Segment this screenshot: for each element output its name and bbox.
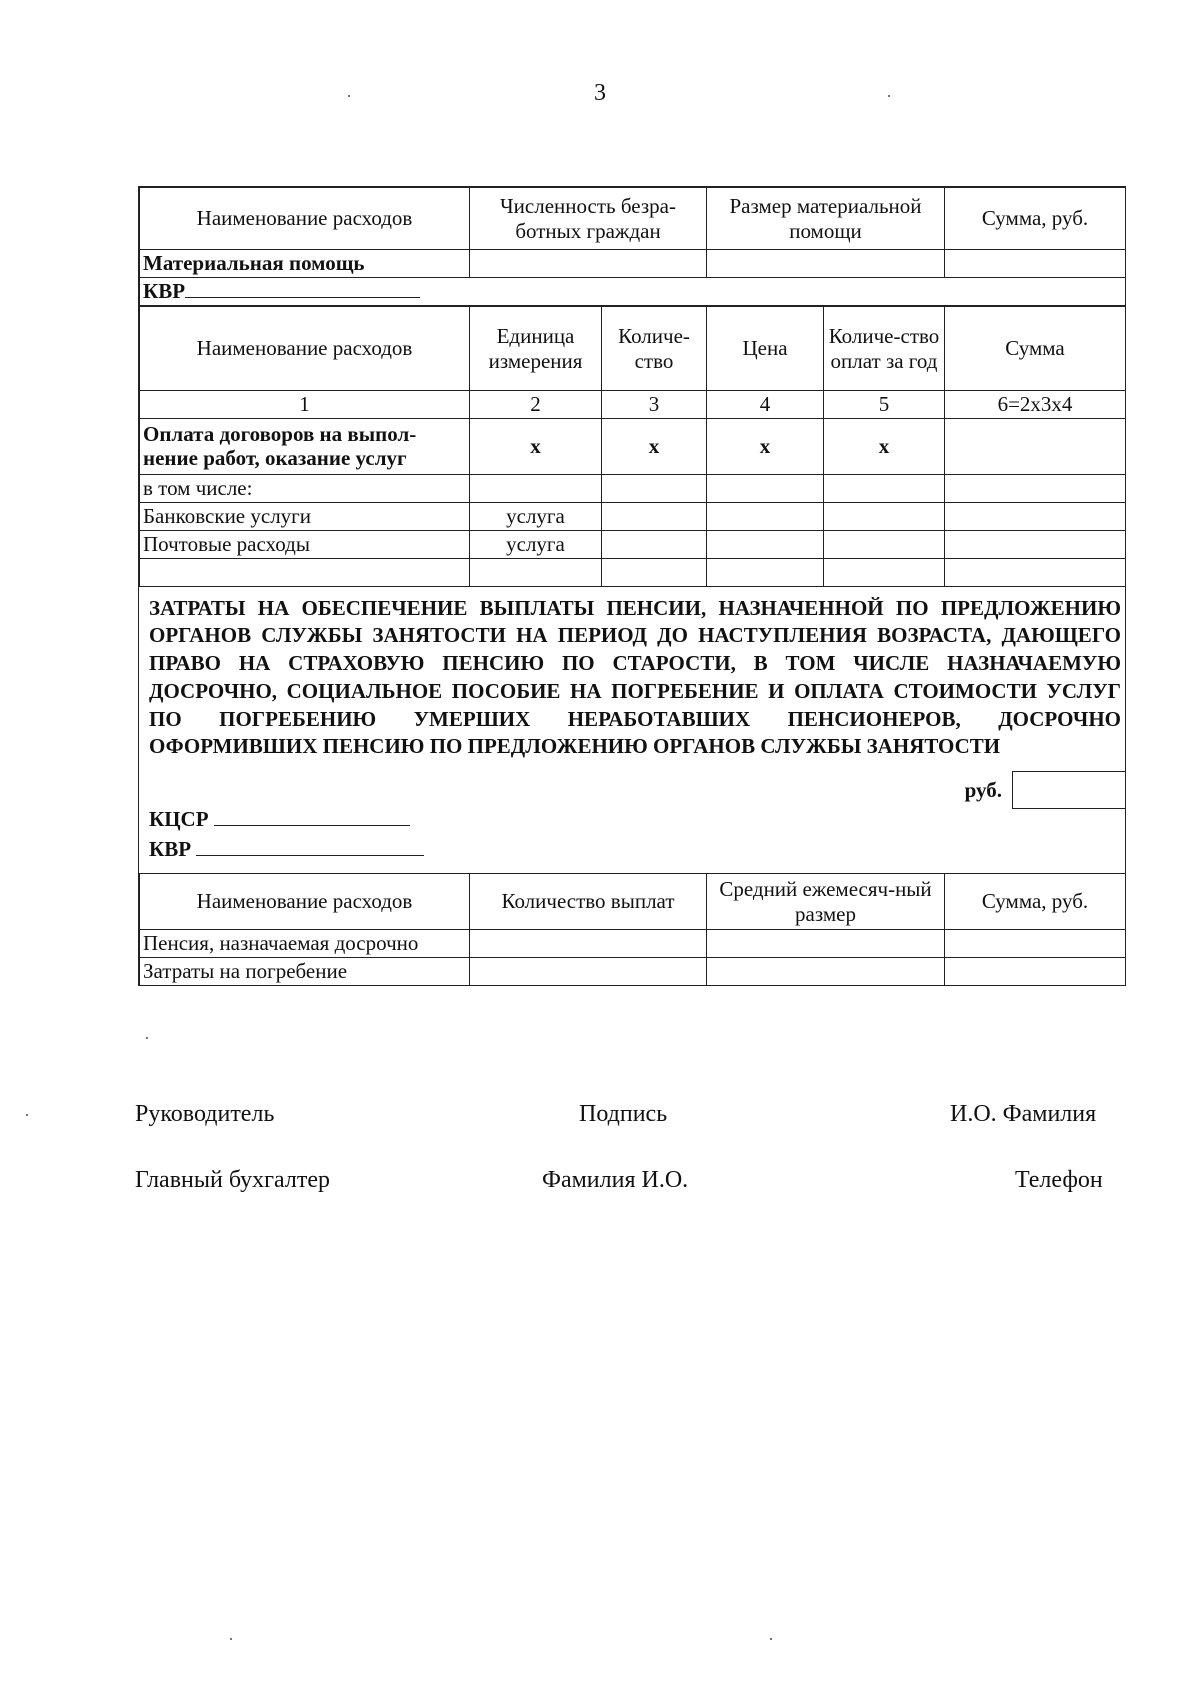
table-row: [140, 530, 1126, 558]
header-expense-name: Наименование расходов: [140, 874, 470, 930]
codes-block: [139, 765, 1125, 873]
cell-empty: [470, 958, 707, 986]
header-sum: Сумма, руб.: [945, 874, 1126, 930]
column-number: 6=2х3х4: [945, 391, 1126, 419]
cell-empty: [945, 418, 1126, 474]
header-payments-per-year: Количе-ство оплат за год: [824, 307, 945, 391]
row-material-help: Материальная помощь: [140, 250, 470, 278]
row-unit: услуга: [470, 502, 602, 530]
column-number: 5: [824, 391, 945, 419]
page-number: 3: [594, 80, 606, 106]
row-unit: услуга: [470, 530, 602, 558]
kcsr-label: КЦСР: [149, 807, 209, 832]
rub-field: [965, 771, 1125, 809]
accountant-name: Фамилия И.О.: [542, 1167, 689, 1193]
table-row: [140, 558, 1126, 586]
material-help-table: [139, 187, 1126, 306]
column-number: 1: [140, 391, 470, 419]
column-number: 3: [602, 391, 707, 419]
x-mark: х: [707, 418, 824, 474]
cell-empty: [945, 558, 1126, 586]
contracts-table: [139, 306, 1126, 587]
row-contracts: Оплата договоров на выпол-нение работ, оказание услуг: [140, 418, 470, 474]
cell-empty: [945, 474, 1126, 502]
table-row: [140, 502, 1126, 530]
cell-empty: [707, 558, 824, 586]
scan-speck: [230, 1638, 232, 1640]
cell-empty: [707, 958, 945, 986]
row-early-pension: Пенсия, назначаемая досрочно: [140, 930, 470, 958]
header-payments-count: Количество выплат: [470, 874, 707, 930]
cell-empty: [470, 474, 602, 502]
header-average-monthly: Средний ежемесяч-ный размер: [707, 874, 945, 930]
pension-table: [139, 873, 1126, 986]
cell-empty: [707, 502, 824, 530]
report-form: [138, 186, 1126, 986]
column-number: 2: [470, 391, 602, 419]
header-help-size: Размер материальной помощи: [707, 188, 945, 250]
cell-empty: [707, 930, 945, 958]
kcsr-line: [149, 807, 410, 832]
scan-speck: [348, 95, 350, 97]
cell-empty: [824, 530, 945, 558]
header-unit: Единица измерения: [470, 307, 602, 391]
chief-accountant-label: Главный бухгалтер: [135, 1167, 330, 1193]
scan-speck: [770, 1638, 772, 1640]
kvr-label: КВР: [143, 279, 186, 304]
x-mark: х: [470, 418, 602, 474]
rub-input-box[interactable]: [1012, 771, 1125, 809]
header-price: Цена: [707, 307, 824, 391]
rub-label: руб.: [964, 777, 1002, 802]
table-row: [140, 930, 1126, 958]
header-unemployed-count: Численность безра-ботных граждан: [470, 188, 707, 250]
cell-empty: [707, 530, 824, 558]
signature-label: Подпись: [579, 1101, 668, 1127]
cell-empty: [707, 250, 945, 278]
cell-empty: [707, 474, 824, 502]
row-including: в том числе:: [140, 474, 470, 502]
cell-empty: [945, 250, 1126, 278]
row-postal-expenses: Почтовые расходы: [140, 530, 470, 558]
cell-empty: [470, 930, 707, 958]
header-expense-name: Наименование расходов: [140, 188, 470, 250]
cell-empty: [470, 558, 602, 586]
head-name: И.О. Фамилия: [950, 1101, 1097, 1127]
cell-empty: [602, 558, 707, 586]
phone-label: Телефон: [1015, 1167, 1103, 1193]
header-sum: Сумма, руб.: [945, 188, 1126, 250]
header-quantity: Количе-ство: [602, 307, 707, 391]
table-row: [140, 958, 1126, 986]
header-sum: Сумма: [945, 307, 1126, 391]
row-bank-services: Банковские услуги: [140, 502, 470, 530]
cell-empty: [602, 502, 707, 530]
cell-empty: [602, 530, 707, 558]
header-expense-name: Наименование расходов: [140, 307, 470, 391]
cell-empty: [945, 930, 1126, 958]
cell-empty: [945, 530, 1126, 558]
kvr-row: [140, 278, 1126, 306]
kvr-blank: [196, 837, 424, 856]
kvr-label: КВР: [149, 837, 192, 862]
x-mark: х: [824, 418, 945, 474]
cell-empty: [602, 474, 707, 502]
kcsr-blank: [214, 807, 410, 826]
scan-speck: [888, 95, 890, 97]
kvr-blank: [185, 279, 420, 298]
cell-empty: [824, 502, 945, 530]
cell-empty: [945, 958, 1126, 986]
scan-speck: [26, 1114, 28, 1116]
x-mark: х: [602, 418, 707, 474]
cell-empty: [140, 558, 470, 586]
scan-speck: [146, 1037, 148, 1039]
row-funeral-costs: Затраты на погребение: [140, 958, 470, 986]
cell-empty: [824, 474, 945, 502]
cell-empty: [824, 558, 945, 586]
kvr-line: [149, 837, 424, 862]
head-label: Руководитель: [135, 1101, 275, 1127]
pension-section-title: ЗАТРАТЫ НА ОБЕСПЕЧЕНИЕ ВЫПЛАТЫ ПЕНСИИ, НАЗНАЧЕННОЙ ПО ПРЕДЛОЖЕНИЮ ОРГАНОВ СЛУЖБЫ ЗАНЯТОСТИ НА ПЕРИОД ДО НАСТУПЛЕНИЯ ВОЗРАСТА, ДАЮЩЕГО ПРАВО НА СТРАХОВУЮ ПЕНСИЮ ПО СТАРОСТИ, В ТОМ ЧИСЛЕ НАЗНАЧАЕМУЮ ДОСРОЧНО, СОЦИАЛЬНОЕ ПОСОБИЕ НА ПОГРЕБЕНИЕ И ОПЛАТА СТОИМОСТИ УСЛУГ ПО ПОГРЕБЕНИЮ УМЕРШИХ НЕРАБОТАВШИХ ПЕНСИОНЕРОВ, ДОСРОЧНО ОФОРМИВШИХ ПЕНСИЮ ПО ПРЕДЛОЖЕНИЮ ОРГАНОВ СЛУЖБЫ ЗАНЯТОСТИ: [149, 595, 1121, 759]
column-number: 4: [707, 391, 824, 419]
cell-empty: [945, 502, 1126, 530]
cell-empty: [470, 250, 707, 278]
